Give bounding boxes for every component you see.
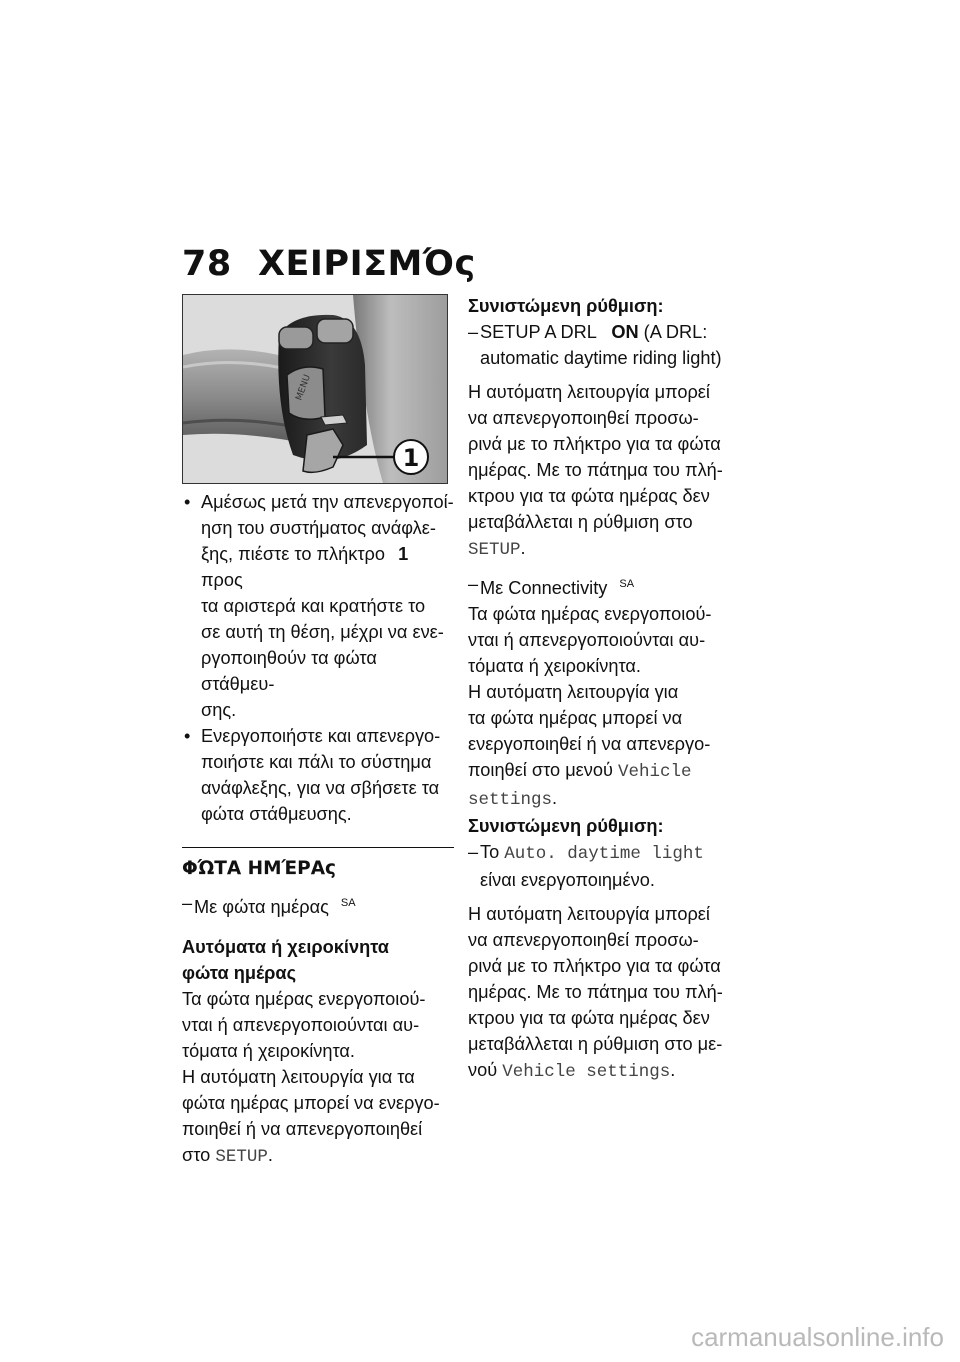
recommended-setting [468,319,758,371]
dash-marker: – [182,893,193,913]
sa-badge: SA [340,897,356,909]
paragraph [468,379,758,563]
punctuation: . [520,538,526,558]
equipment-note [182,890,454,920]
paragraph [468,901,758,1085]
instruction-text: Αμέσως μετά την απενεργοποί- ηση του συστήματος ανάφλε- ξης, πιέστε το πλήκτρο [201,492,454,564]
subheading: Συνιστώμενη ρύθμιση: [468,816,664,836]
left-column [182,489,454,1170]
callout-number: 1 [402,444,420,472]
subheading: Αυτόματα ή χειροκίνητα φώτα ημέρας [182,937,389,983]
watermark: carmanualsonline.info [691,1322,944,1352]
section-title: ΦΏΤΑ ΗΜΈΡΑς [182,847,454,882]
punctuation: . [267,1145,273,1165]
setting-prefix: Το [480,842,500,862]
dash-marker: – [468,574,479,594]
paragraph-text: Η αυτόματη λειτουργία για τα φώτα ημέρας μπορεί να ενεργοποιηθεί ή να απενεργο- ποιηθεί στο μενού [468,682,711,780]
dash-marker: – [468,842,479,862]
handlebar-switch-illustration [183,295,447,483]
equipment-text: Με Connectivity [480,578,608,598]
setting-description: (A DRL: automatic daytime riding light) [480,322,722,368]
paragraph: Τα φώτα ημέρας ενεργοποιού- νται ή απενεργοποιούνται αυ- τόματα ή χειροκίνητα. [468,604,712,676]
punctuation: . [552,788,558,808]
equipment-text: Με φώτα ημέρας [194,897,329,917]
paragraph [468,679,758,813]
instruction-text: Ενεργοποιήστε και απενεργο- ποιήστε και πάλι το σύστημα ανάφλεξης, για να σβήσετε τα φώτα στάθμευσης. [201,726,441,824]
paragraph-text: Η αυτόματη λειτουργία μπορεί να απενεργοποιηθεί προσω- ρινά με το πλήκτρο για τα φώτα ημέρας. Με το πάτημα του πλή- κτρου για τα φώτα ημέρας δεν μεταβάλλεται η ρύθμιση στο [468,382,723,532]
sa-badge: SA [619,578,635,590]
setup-menu-ref: SETUP [468,540,521,560]
paragraph-text: Η αυτόματη λειτουργία μπορεί να απενεργοποιηθεί προσω- ρινά με το πλήκτρο για τα φώτα ημέρας. Με το πάτημα του πλή- κτρου για τα φώτα ημέρας δεν μεταβάλλεται η ρύθμιση στο με- νού [468,904,723,1080]
punctuation: . [670,1060,676,1080]
list-item [182,723,454,827]
setting-name: Auto. daytime light [504,844,704,864]
page-number: 78 [182,244,232,284]
vehicle-settings-ref: Vehicle settings [468,762,692,810]
setup-menu-ref: SETUP [215,1147,268,1167]
subheading: Συνιστώμενη ρύθμιση: [468,296,664,316]
menu-button-label: MENU [294,373,313,403]
instruction-text: προς τα αριστερά και κρατήστε το σε αυτή τη θέση, μέχρι να ενε- ργοποιηθούν τα φώτα στάθμευ- σης. [201,570,444,720]
section-heading: ΧΕΙΡΙΣΜΌς [258,244,476,284]
equipment-note [468,571,758,601]
button-reference: 1 [398,544,409,564]
vehicle-settings-ref: Vehicle settings [502,1062,671,1082]
list-item [182,489,454,723]
paragraph-text: Η αυτόματη λειτουργία για τα φώτα ημέρας μπορεί να ενεργο- ποιηθεί ή να απενεργοποιηθεί στο [182,1067,440,1165]
right-column [468,293,758,1085]
recommended-setting [468,839,758,893]
setting-path: SETUP A DRL [480,322,597,342]
paragraph [182,1064,454,1170]
setting-value: ON [611,322,639,342]
dash-marker: – [468,322,479,342]
paragraph: Τα φώτα ημέρας ενεργοποιού- νται ή απενεργοποιούνται αυ- τόματα ή χειροκίνητα. [182,989,426,1061]
setting-description: είναι ενεργοποιημένο. [480,870,655,890]
handlebar-switch-photo [182,294,448,484]
